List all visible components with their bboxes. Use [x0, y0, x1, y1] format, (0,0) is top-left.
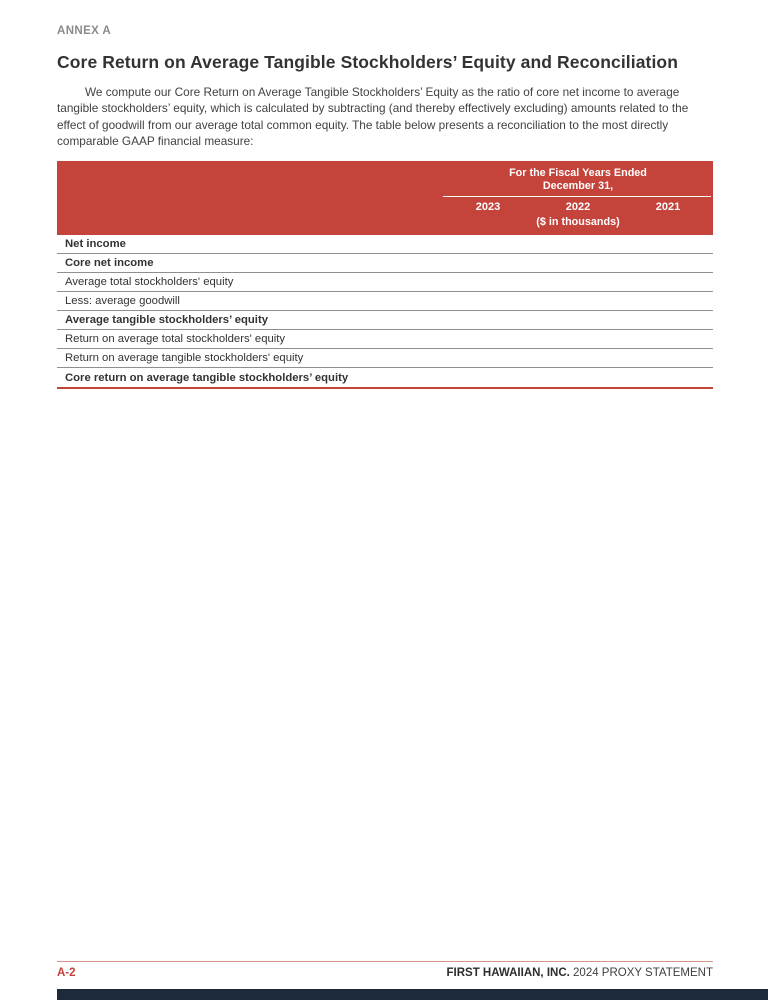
row-label: Average tangible stockholders’ equity [65, 314, 268, 327]
table-row [57, 311, 713, 330]
table-row [57, 349, 713, 368]
units-label: ($ in thousands) [536, 216, 620, 229]
page-title: Core Return on Average Tangible Stockholders’ Equity and Reconciliation [57, 52, 679, 72]
table-row [57, 292, 713, 311]
page-content [0, 0, 768, 389]
table-body [57, 235, 713, 389]
fiscal-years-heading-line1: For the Fiscal Years Ended [509, 167, 647, 180]
table-row [57, 273, 713, 292]
year-column-header: 2023 [475, 201, 501, 214]
row-label: Core return on average tangible stockholders’ equity [65, 371, 349, 384]
row-label: Net income [65, 238, 126, 251]
fiscal-years-heading [443, 167, 713, 192]
annex-label: ANNEX A [57, 25, 112, 37]
table-header-spacer [57, 161, 443, 235]
year-column-header: 2022 [565, 201, 591, 214]
table-header [57, 161, 713, 235]
page-footer [57, 961, 713, 979]
row-label: Average total stockholders' equity [65, 276, 234, 289]
table-row [57, 368, 713, 387]
page-number: A-2 [57, 967, 76, 979]
company-name: FIRST HAWAIIAN, INC. [446, 967, 570, 979]
footer-rule [57, 961, 713, 962]
reconciliation-table [57, 161, 713, 389]
year-columns [443, 197, 713, 214]
footer-row [57, 967, 713, 979]
year-column-header: 2021 [655, 201, 681, 214]
footer-right-text [447, 967, 713, 979]
table-header-columns [443, 161, 713, 235]
statement-label: 2024 PROXY STATEMENT [573, 967, 713, 979]
bottom-navy-bar [57, 989, 768, 1000]
row-label: Core net income [65, 257, 154, 270]
row-label: Less: average goodwill [65, 295, 180, 308]
table-row [57, 254, 713, 273]
row-label: Return on average tangible stockholders' equity [65, 352, 304, 365]
table-row [57, 330, 713, 349]
table-row [57, 235, 713, 254]
intro-paragraph: We compute our Core Return on Average Tangible Stockholders’ Equity as the ratio of core net income to average tangible stockholders’ equity, which is calculated by subtracting (and thereby effectively excluding) amounts related to the effect of goodwill from our average total common equity. The table below presents a reconciliation to the most directly comparable GAAP financial measure: [57, 85, 689, 148]
fiscal-years-heading-line2: December 31, [542, 179, 614, 192]
row-label: Return on average total stockholders' equity [65, 333, 286, 346]
